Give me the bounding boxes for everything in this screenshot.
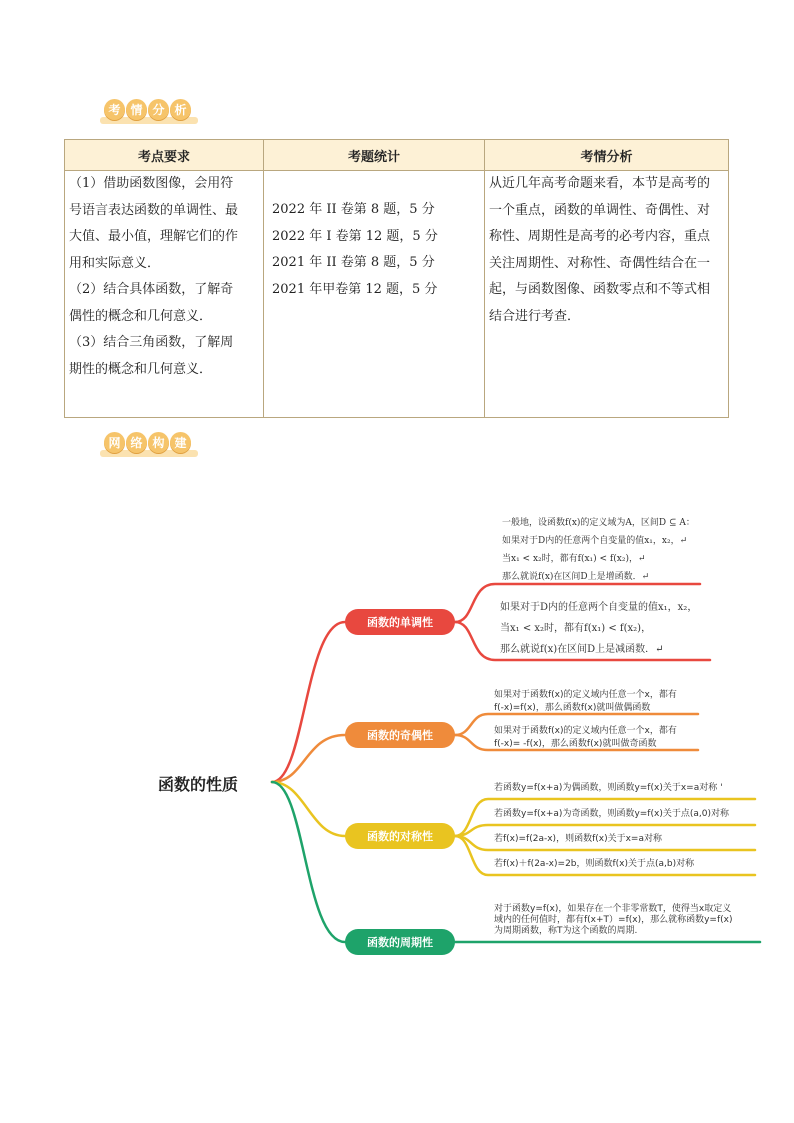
leaf-line: 如果对于函数f(x)的定义域内任意一个x，都有: [494, 690, 677, 700]
requirement-line: 偶性的概念和几何意义．: [69, 308, 213, 324]
requirement-line: （1）借助函数图像，会用符: [69, 176, 234, 191]
leaf-line: 为周期函数，称T为这个函数的周期.: [494, 926, 638, 936]
analysis-line: 结合进行考查．: [489, 308, 581, 324]
badge-char: 情: [126, 99, 147, 120]
leaf-line: 域内的任何值时，都有f(x+T）=f(x)，那么就称函数y=f(x): [494, 915, 733, 925]
badge-char: 建: [170, 432, 191, 453]
badge-char: 析: [170, 99, 191, 120]
badge-char: 络: [126, 432, 147, 453]
branch-parity: 函数的奇偶性: [345, 722, 455, 748]
analysis-line: 一个重点，函数的单调性、奇偶性、对: [489, 202, 711, 218]
analysis-line: 从近几年高考命题来看，本节是高考的: [489, 176, 711, 191]
header-requirements: 考点要求: [65, 140, 264, 171]
header-statistics: 考题统计: [264, 140, 485, 171]
leaf-decreasing-definition: [500, 597, 697, 660]
requirement-line: 期性的概念和几何意义．: [69, 361, 213, 377]
stat-line: 2021 年 II 卷第 8 题，5 分: [272, 255, 435, 270]
leaf-periodic-definition: [494, 904, 733, 937]
analysis-line: 起，与函数图像、函数零点和不等式相: [489, 282, 711, 297]
badge-char: 网: [104, 432, 125, 453]
leaf-even-function: [494, 689, 677, 715]
requirement-line: （2）结合具体函数，了解奇: [69, 282, 234, 297]
branch-periodicity: 函数的周期性: [345, 929, 455, 955]
stat-line: 2022 年 I 卷第 12 题，5 分: [272, 228, 438, 244]
leaf-line: f(-x)= -f(x)，那么函数f(x)就叫做奇函数: [494, 739, 657, 749]
requirement-line: 号语言表达函数的单调性、最: [69, 202, 239, 218]
badge-char: 构: [148, 432, 169, 453]
requirement-line: 用和实际意义．: [69, 255, 161, 271]
leaf-line: 一般地，设函数f(x)的定义域为A，区间D ⊆ A：: [502, 518, 695, 528]
branch-monotonicity: 函数的单调性: [345, 609, 455, 635]
badge-char: 考: [104, 99, 125, 120]
header-analysis: 考情分析: [485, 140, 729, 171]
leaf-symmetry-1: 若函数y=f(x+a)为偶函数，则函数y=f(x)关于x=a对称 ': [494, 783, 723, 793]
leaf-line: 那么就说f(x)在区间D上是增函数．↵: [502, 572, 650, 582]
analysis-line: 关注周期性、对称性、奇偶性结合在一: [489, 255, 711, 271]
leaf-line: 那么就说f(x)在区间D上是减函数．↵: [500, 644, 664, 655]
stat-line: 2022 年 II 卷第 8 题，5 分: [272, 202, 435, 217]
branch-symmetry: 函数的对称性: [345, 823, 455, 849]
leaf-line: 如果对于D内的任意两个自变量的值x₁，x₂，: [500, 602, 698, 613]
leaf-line: 如果对于D内的任意两个自变量的值x₁，x₂，↵: [502, 536, 688, 546]
leaf-odd-function: [494, 725, 677, 751]
analysis-line: 称性、周期性是高考的必考内容，重点: [489, 229, 711, 244]
mindmap-root: 函数的性质: [158, 775, 239, 794]
badge-char: 分: [148, 99, 169, 120]
leaf-symmetry-2: 若函数y=f(x+a)为奇函数，则函数y=f(x)关于点(a,0)对称: [494, 809, 729, 819]
leaf-line: 如果对于函数f(x)的定义域内任意一个x，都有: [494, 726, 677, 736]
leaf-increasing-definition: [502, 514, 695, 586]
stat-line: 2021 年甲卷第 12 题，5 分: [272, 281, 438, 297]
leaf-line: 当x₁ < x₂时，都有f(x₁) < f(x₂)，: [500, 623, 652, 634]
leaf-line: 当x₁ < x₂时，都有f(x₁) < f(x₂)，↵: [502, 554, 646, 564]
leaf-line: f(-x)=f(x)，那么函数f(x)就叫做偶函数: [494, 703, 651, 713]
leaf-symmetry-3: 若f(x)=f(2a-x)，则函数f(x)关于x=a对称: [494, 834, 662, 844]
leaf-symmetry-4: 若f(x)＋f(2a-x)=2b，则函数f(x)关于点(a,b)对称: [494, 859, 695, 869]
requirement-line: （3）结合三角函数，了解周: [69, 335, 234, 350]
leaf-line: 对于函数y=f(x)，如果存在一个非零常数T，使得当x取定义: [494, 904, 732, 914]
requirement-line: 大值、最小值，理解它们的作: [69, 229, 239, 244]
